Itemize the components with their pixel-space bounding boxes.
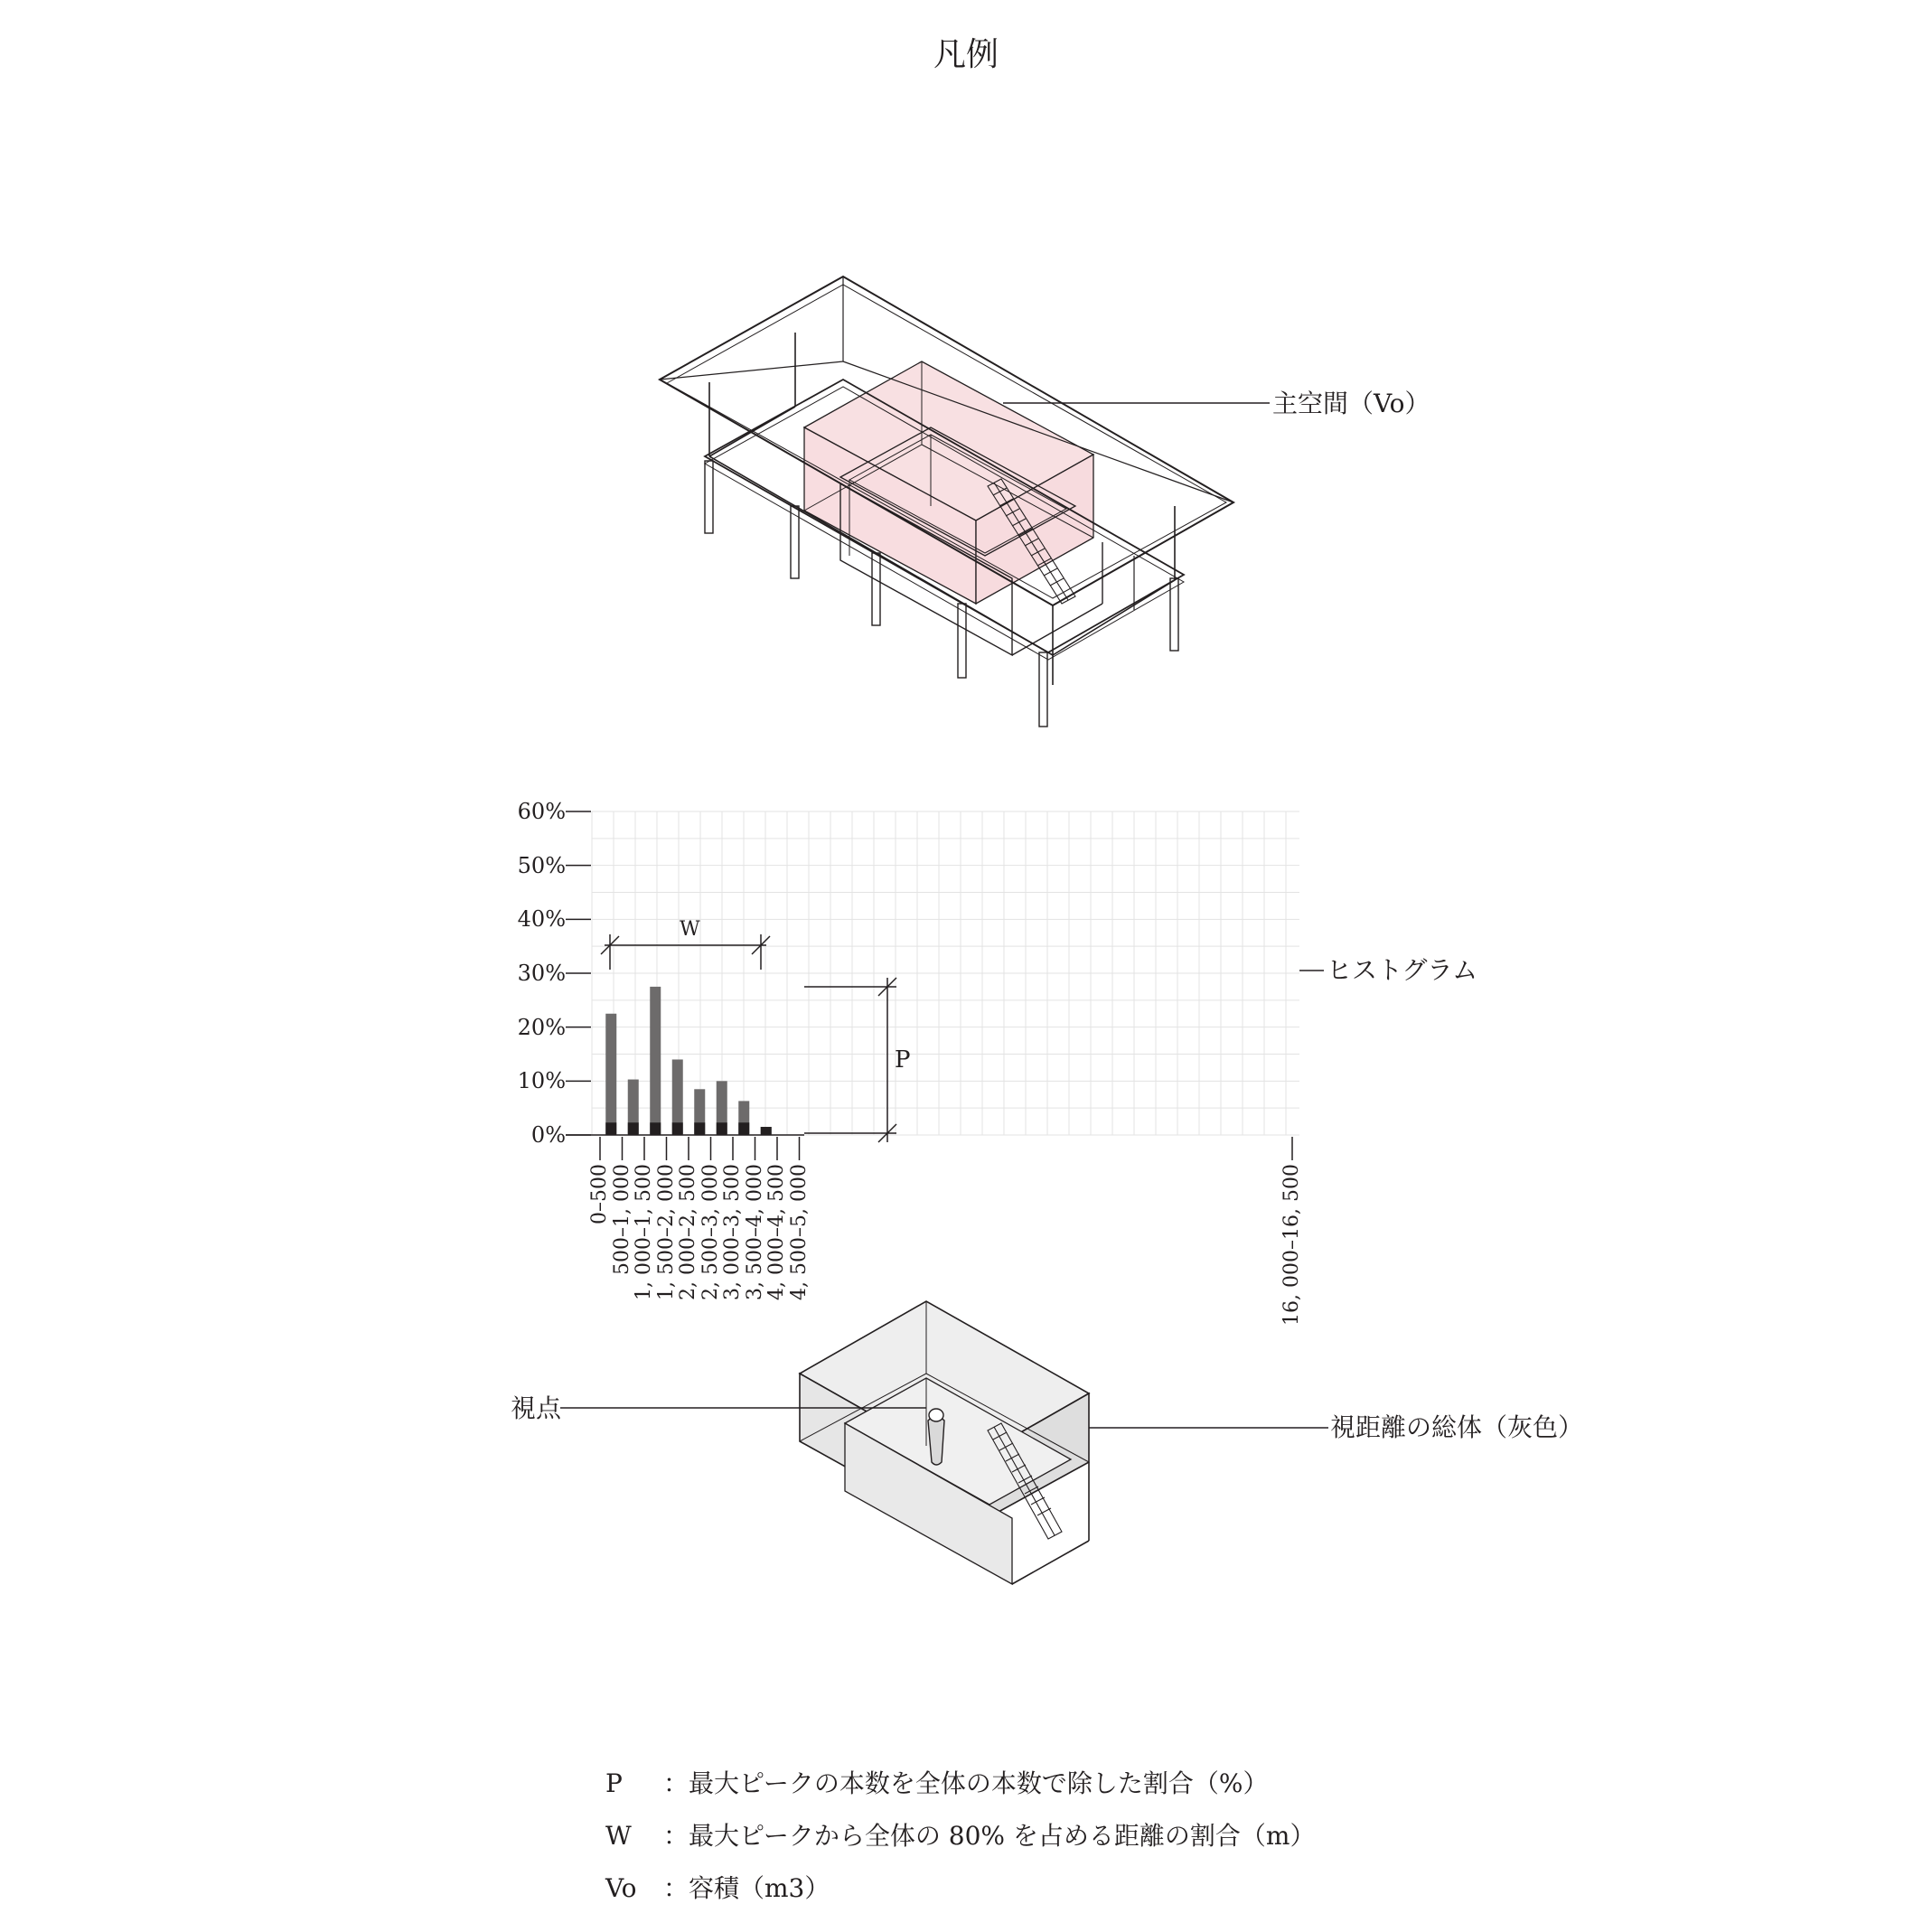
histogram-bar-base [605,1122,616,1135]
histogram-label: ヒストグラム [1327,955,1478,985]
x-tick-label: 4, 500–5, 000 [787,1164,811,1300]
y-axis-ticks [566,811,591,1135]
x-tick-label: 16, 000–16, 500 [1280,1164,1303,1326]
viewpoint-label: 視点 [511,1393,562,1423]
x-tick-label: 0–500 [588,1164,611,1224]
note-p-text: ：最大ピークの本数を全体の本数で除した割合（%） [663,1768,1269,1798]
p-marker-label: P [895,1046,911,1074]
total-distance-volume [800,1301,1089,1584]
x-tick-label: 1, 000–1, 500 [633,1164,655,1300]
histogram-bars [605,987,772,1135]
note-vo-key: Vo [605,1873,637,1903]
note-w-text: ：最大ピークから全体の 80% を占める距離の割合（m） [663,1821,1316,1851]
histogram-bar-base [761,1127,772,1135]
main-space-label: 主空間（Vo） [1272,389,1430,418]
note-w-key: W [605,1821,632,1851]
note-p-key: P [605,1768,623,1798]
x-tick-label: 2, 000–2, 500 [677,1164,699,1300]
y-tick-label: 0% [530,1122,566,1148]
p-dimension [804,978,896,1142]
histogram-bar-base [650,1122,661,1135]
x-tick-label: 2, 500–3, 000 [699,1164,722,1300]
x-axis-ticks [566,1135,1292,1160]
histogram-bar-base [672,1122,683,1135]
note-vo [605,1873,830,1903]
x-tick-label: 4, 000–4, 500 [765,1164,788,1300]
note-vo-text: ：容積（m3） [663,1873,830,1903]
main-space-volume [804,361,1093,604]
y-tick-label: 40% [517,906,566,933]
histogram-bar-base [694,1122,705,1135]
y-tick-label: 10% [517,1068,566,1094]
x-tick-label: 500–1, 000 [610,1164,633,1275]
building-axonometric [660,277,1233,727]
note-w [605,1821,1316,1851]
legend-title: 凡例 [933,36,999,73]
y-tick-label: 20% [517,1014,566,1040]
x-tick-label: 1, 500–2, 000 [654,1164,678,1300]
note-p [605,1768,1269,1798]
histogram-bar-base [738,1122,749,1135]
w-marker-label: W [680,918,700,941]
histogram-bar [650,987,661,1135]
histogram-grid [592,811,1299,1135]
histogram-bar [605,1014,616,1135]
y-tick-label: 60% [517,799,566,824]
histogram-bar-base [717,1122,727,1135]
histogram-bar-base [628,1122,639,1135]
x-tick-label: 3, 000–3, 500 [721,1164,744,1300]
y-tick-label: 30% [517,961,566,986]
x-tick-label: 3, 500–4, 000 [743,1164,766,1300]
y-tick-label: 50% [517,852,566,878]
total-distance-label: 視距離の総体（灰色） [1330,1412,1584,1442]
